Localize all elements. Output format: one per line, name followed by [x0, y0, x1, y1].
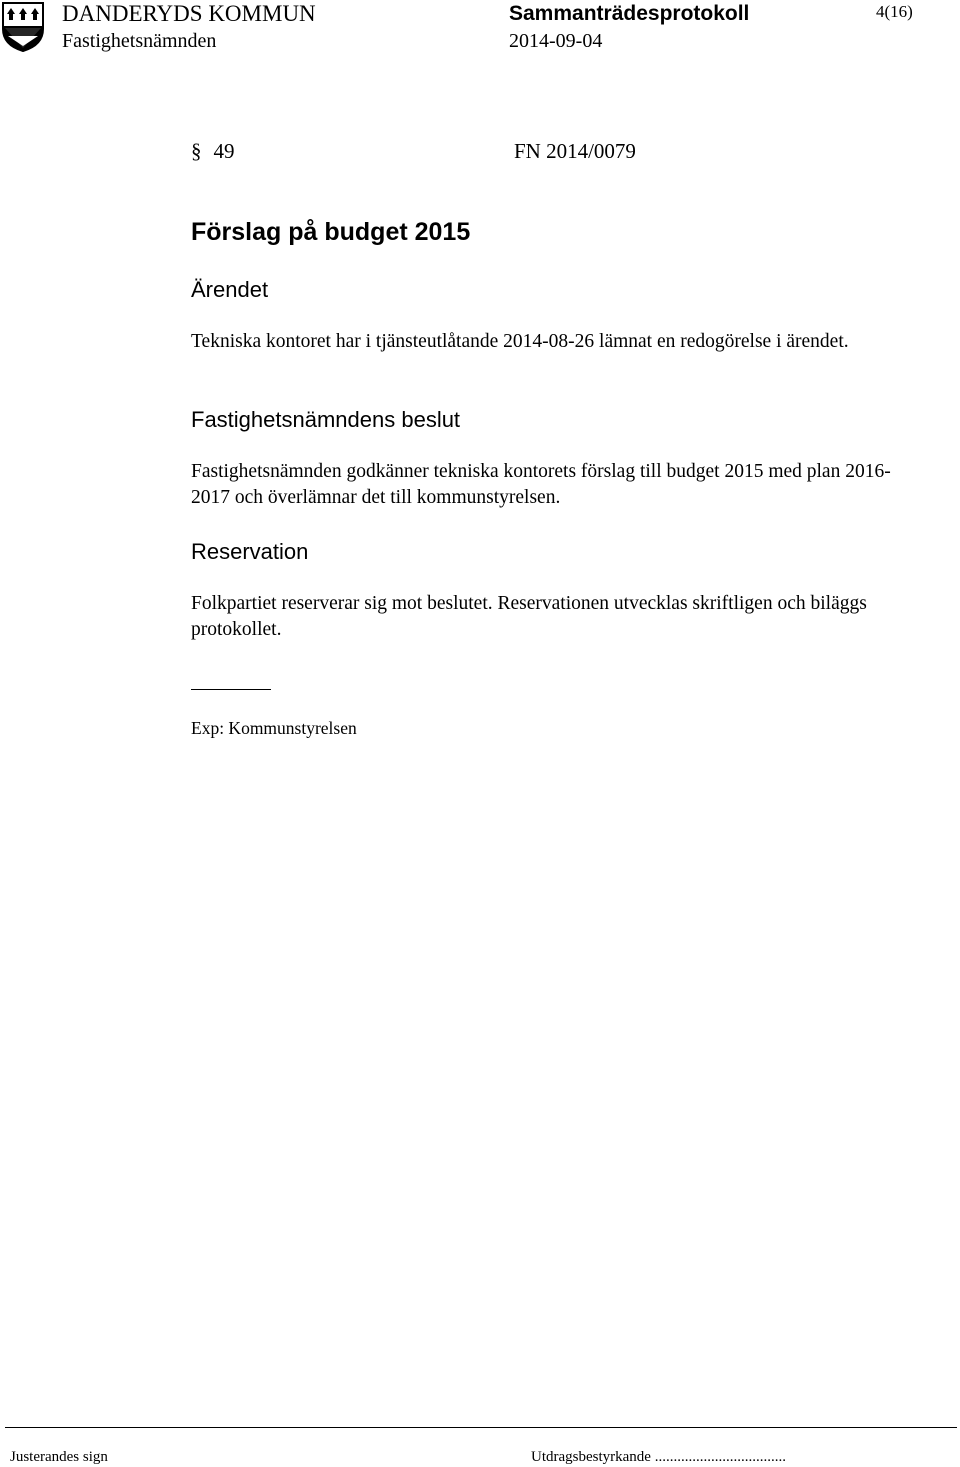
section-text-arendet: Tekniska kontoret har i tjänsteutlåtande 2014-08-26 lämnat en redogörelse i ärendet.	[191, 331, 849, 352]
separator-line	[191, 689, 271, 690]
paragraph-number	[191, 138, 235, 164]
municipal-coat-of-arms-icon	[2, 2, 44, 52]
section-heading-arendet: Ärendet	[191, 277, 269, 302]
page-number: 4(16)	[876, 2, 913, 21]
footer-divider	[5, 1427, 957, 1428]
footer-certification-label: Utdragsbestyrkande ...................................	[531, 1449, 786, 1465]
section-text-reservation: Folkpartiet reserverar sig mot beslutet. Reservationen utvecklas skriftligen och biläggs protokollet.	[191, 593, 867, 640]
footer-signature-label: Justerandes sign	[10, 1449, 108, 1465]
section-text-beslut: Fastighetsnämnden godkänner tekniska kontorets förslag till budget 2015 med plan 2016-2017 och överlämnar det till kommunstyrelsen.	[191, 461, 891, 508]
paragraph-symbol: §	[191, 139, 202, 163]
expedition-note: Exp: Kommunstyrelsen	[191, 718, 357, 738]
meeting-date: 2014-09-04	[509, 30, 603, 52]
paragraph-number-value: 49	[213, 139, 235, 163]
organization-name: DANDERYDS KOMMUN	[62, 1, 316, 26]
department-name: Fastighetsnämnden	[62, 30, 217, 52]
document-type: Sammanträdesprotokoll	[509, 2, 750, 25]
page-title: Förslag på budget 2015	[191, 218, 471, 246]
section-heading-reservation: Reservation	[191, 539, 309, 564]
section-heading-beslut: Fastighetsnämndens beslut	[191, 407, 461, 432]
case-number: FN 2014/0079	[514, 139, 636, 163]
